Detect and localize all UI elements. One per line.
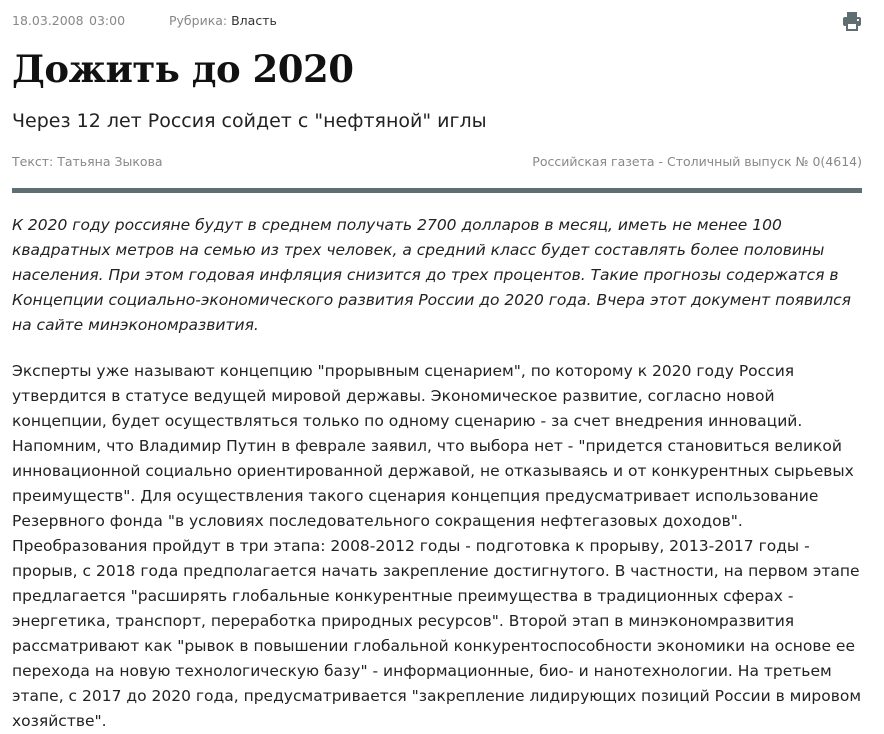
rubric <box>169 13 277 28</box>
publication-source: Российская газета - Столичный выпуск № 0(4614) <box>532 154 862 169</box>
rubric-label: Рубрика: <box>169 13 228 28</box>
article-title: Дожить до 2020 <box>12 47 354 91</box>
author: Текст: Татьяна Зыкова <box>12 154 163 169</box>
publish-time: 03:00 <box>89 13 126 28</box>
header-divider <box>12 188 862 193</box>
article-lead: К 2020 году россияне будут в среднем получать 2700 долларов в месяц, иметь не менее 100 квадратных метров на семью из трех человек, а средний класс будет составлять более половины населения. При этом годовая инфляция снизится до трех процентов. Такие прогнозы содержатся в Концепции социально-экономического развития России до 2020 года. Вчера этот документ появился на сайте минэкономразвития. <box>12 216 852 334</box>
article-meta <box>12 13 862 33</box>
publish-date: 18.03.2008 <box>12 13 84 28</box>
printer-icon[interactable] <box>842 11 862 31</box>
article-subtitle: Через 12 лет Россия сойдет с "нефтяной" иглы <box>12 110 487 132</box>
article-body: Эксперты уже называют концепцию "прорывным сценарием", по которому к 2020 году Россия утвердится в статусе ведущей мировой державы. Экономическое развитие, согласно новой концепции, будет осуществляться только по одному сценарию - за счет внедрения инноваций. Напомним, что Владимир Путин в феврале заявил, что выбора нет - "придется становиться великой инновационной социально ориентированной державой, не отказываясь и от конкурентных сырьевых преимуществ". Для осуществления такого сценария концепция предусматривает использование Резервного фонда "в условиях последовательного сокращения нефтегазовых доходов". Преобразования пройдут в три этапа: 2008-2012 годы - подготовка к прорыву, 2013-2017 годы - прорыв, с 2018 года предполагается начать закрепление достигнутого. В частности, на первом этапе предлагается "расширять глобальные конкурентные преимущества в традиционных сферах - энергетика, транспорт, переработка природных ресурсов". Второй этап в минэкономразвития рассматривают как "рывок в повышении глобальной конкурентоспособности экономики на основе ее перехода на новую технологическую базу" - информационные, био- и нанотехнологии. На третьем этапе, с 2017 до 2020 года, предусматривается "закрепление лидирующих позиций России в мировом хозяйстве". <box>12 362 862 730</box>
rubric-link[interactable]: Власть <box>231 13 277 28</box>
